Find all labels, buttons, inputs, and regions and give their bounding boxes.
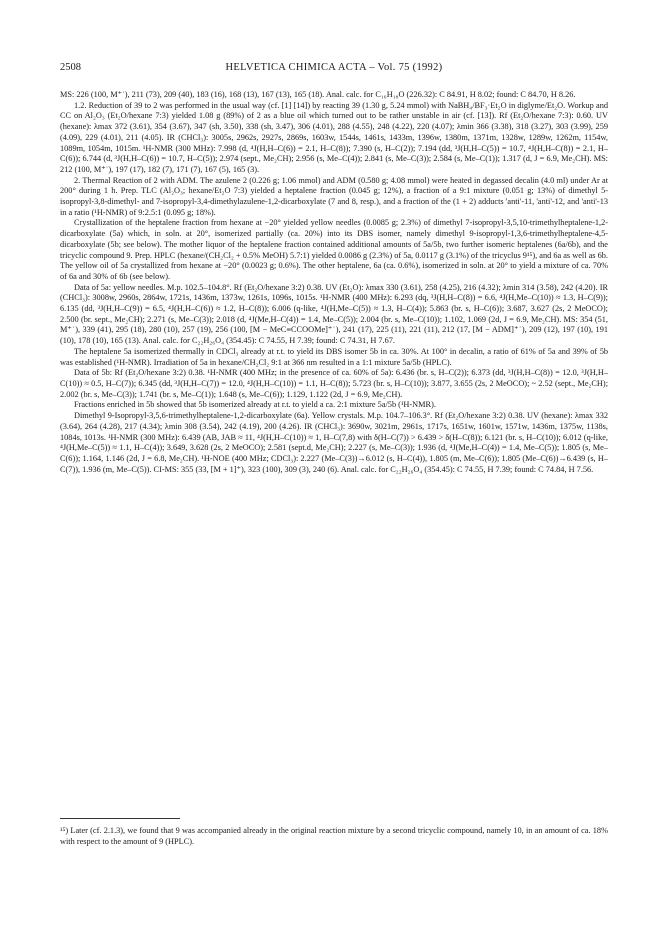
- paragraph: 1.2. Reduction of 39 to 2 was performed in the usual way (cf. [1] [14]) by reacting 39 (1.30 g, 5.24 mmol) with NaBH₄/BF₃·Et₂O in diglyme/Et₂O. Workup and CC on Al₂O₃ (Et₂O/hexane 7:3) yielded 1.08 g (89%) of 2 as a blue oil which turned out to be rather unstable in air (cf. [13]). Rf (Et₂O/hexane 7:3): 0.60. UV (hexane): λmax 372 (3.61), 354 (3.67), 347 (sh, 3.50), 338 (sh, 3.47), 306 (4.01), 288 (4.55), 248 (4.22), 220 (4.07); λmin 366 (3.38), 318 (3.27), 303 (3.99), 259 (4.09), 229 (4.01), 211 (4.05). IR (CHCl₃): 3005s, 2962s, 2927s, 2869s, 1603w, 1544s, 1461s, 1433m, 1396w, 1380m, 1371m, 1328w, 1289w, 1262m, 1154w, 1089m, 1054m, 1015m. ¹H-NMR (300 MHz): 7.998 (d, ⁴J(H,H–C(6)) = 2.1, H–C(8)); 7.390 (s, H–C(2)); 7.194 (dd, ³J(H,H–C(5)) = 10.7, ⁴J(H,H–C(8)) = 2.1, H–C(6)); 6.744 (d, ³J(H,H–C(6)) = 10.7, H–C(5)); 2.974 (sept., Me₂CH); 2.956 (s, Me–C(4)); 2.841 (s, Me–C(3)); 2.584 (s, Me–C(1)); 1.317 (d, J = 6.9, Me₂CH). MS: 212 (100, M⁺˙), 197 (17), 182 (7), 171 (7), 167 (5), 165 (3).: [60, 100, 608, 174]
- paragraph: Data of 5a: yellow needles. M.p. 102.5–104.8°. Rf (Et₂O/hexane 3:2) 0.38. UV (Et₂O): λmax 330 (3.61), 258 (4.25), 216 (4.32); λmin 314 (3.58), 242 (4.20). IR (CHCl₃): 3008w, 2960s, 2864w, 1721s, 1436m, 1373w, 1261s, 1096s, 1015s. ¹H-NMR (400 MHz): 6.293 (dq, ³J(H,H–C(8)) = 6.6, ⁴J(H,Me–C(10)) ≈ 1.3, H–C(9)); 6.135 (dd, ³J(H,H–C(9)) = 6.5, ⁴J(H,H–C(6)) ≈ 1.2, H–C(8)); 6.006 (q-like, ⁴J(H,Me–C(5)) ≈ 1.3, H–C(4)); 5.863 (br. s, H–C(6)); 3.687, 3.627 (2s, 2 MeOCO); 2.500 (br. sept., Me₂CH); 2.271 (s, Me–C(3)); 2.018 (d, ⁴J(Me,H–C(4)) = 1.4, Me–C(5)); 2.004 (br. s, Me–C(10)); 1.102, 1.069 (2d, J = 6.9, Me₂CH). MS: 354 (51, M⁺˙), 339 (41), 295 (18), 280 (10), 257 (19), 256 (100, [M − MeC≡CCOOMe]⁺˙), 241 (17), 225 (11), 221 (11), 212 (17, [M − ADM]⁺˙), 209 (12), 197 (10), 191 (10), 178 (10), 165 (13). Anal. calc. for C₂₂H₂₆O₄ (354.45): C 74.55, H 7.39; found: C 74.31, H 7.67.: [60, 282, 608, 346]
- paragraph: Data of 5b: Rf (Et₂O/hexane 3:2) 0.38. ¹H-NMR (400 MHz; in the presence of ca. 60% of 5a): 6.436 (br. s, H–C(2)); 6.373 (dd, ³J(H,H–C(8)) = 12.0, ³J(H,H–C(10)) ≈ 0.5, H–C(7)); 6.345 (dd, ³J(H,H–C(7)) = 12.0, ⁴J(H,H–C(10)) = 1.1, H–C(8)); 5.723 (br. s, H–C(10)); 3.877, 3.655 (2s, 2 MeOCO); ~ 2.52 (sept., Me₂CH); 2.002 (br. s, Me–C(3)); 1.741 (br. s, Me–C(1)); 1.648 (s, Me–C(6)); 1.129, 1.122 (2d, J = 6.9, Me₂CH).: [60, 368, 608, 399]
- paragraph: Dimethyl 9-Isopropyl-3,5,6-trimethylheptalene-1,2-dicarboxylate (6a). Yellow crystals. M.p. 104.7–106.3°. Rf (Et₂O/hexane 3:2) 0.38. UV (hexane): λmax 332 (3.64), 264 (4.28), 217 (4.34); λmin 308 (3.54), 242 (4.19), 200 (4.26). IR (CHCl₃): 3690w, 3021m, 2961s, 1717s, 1651w, 1601w, 1571w, 1436m, 1375w, 1138s, 1084s, 1013s. ¹H-NMR (300 MHz): 6.439 (AB, JAB ≈ 11, ⁴J(H,H–C(10)) ≈ 1, H–C(7,8) with δ(H–C(7)) > 6.439 > δ(H–C(8)); 6.121 (br. s, H–C(10)); 6.012 (q-like, ⁴J(H,Me–C(5)) ≈ 1.1, H–C(4)); 3.649, 3.628 (2s, 2 MeOCO); 2.581 (sept.d, Me₂CH); 2.227 (s, Me–C(3)); 1.936 (d, ⁴J(Me,H–C(4)) = 1.4, Me–C(5)); 1.805 (s, Me–C(6)); 1.164, 1.146 (2d, J = 6.8, Me₂CH). ¹H-NOE (400 MHz; CDCl₃): 2.227 (Me–C(3))→6.012 (s, H–C(4)), 1.805 (m, Me–C(6)); 1.805 (Me–C(6))→6.439 (s, H–C(7)), 1.936 (m, Me–C(5)). CI-MS: 355 (33, [M + 1]⁺), 323 (100), 309 (3), 240 (6). Anal. calc. for C₂₂H₂₆O₄ (354.45): C 74.55, H 7.39; found: C 74.84, H 7.56.: [60, 411, 608, 474]
- paragraph: The heptalene 5a isomerized thermally in CDCl₃ already at r.t. to yield its DBS isomer 5b in ca. 30%. At 100° in decalin, a ratio of 61% of 5a and 39% of 5b was established (¹H-NMR). Irradiation of 5a in hexane/CH₂Cl₂ 9:1 at 366 nm resulted in a 1:1 mixture 5a/5b (HPLC).: [60, 346, 608, 367]
- paragraph: 2. Thermal Reaction of 2 with ADM. The azulene 2 (0.226 g; 1.06 mmol) and ADM (0.580 g; 4.08 mmol) were heated in degassed decalin (4.0 ml) under Ar at 200° during 1 h. Prep. TLC (Al₂O₃; hexane/Et₂O 7:3) yielded a heptalene fraction (0.045 g; 12%), a fraction of a 9:1 mixture (0.051 g; 13%) of dimethyl 5-isopropyl-3,8-dimethyl- and 7-isopropyl-3,4-dimethylazulene-1,2-dicarboxylate (7 and 8, resp.), and a fraction of the (1 + 2) adducts 'anti'-11, 'anti'-12, and 'anti'-13 in a ratio (¹H-NMR) of 9:2.5:1 (0.095 g; 18%).: [60, 175, 608, 217]
- paragraph: Crystallization of the heptalene fraction from hexane at −20° yielded yellow needles (0.0085 g; 2.3%) of dimethyl 7-isopropyl-3,5,10-trimethylheptalene-1,2-dicarboxylate (5a) which, in soln. at 20°, isomerized partially (ca. 20%) into its DBS isomer, namely dimethyl 9-isopropyl-1,3,6-trimethylheptalene-4,5-dicarboxylate (5b; see below). The mother liquor of the heptalene fraction contained additional amounts of 5a/5b, two further isomeric heptalenes (6a/6b), and the tricyclic compound 9. Prep. HPLC (hexane/(CH₂Cl₂ + 0.5% MeOH) 5.7:1) yielded 0.0086 g (2.3%) of 5a, 0.0117 g (3.1%) of the tricyclus 9¹⁵), and 6a as well as 6b. The yellow oil of 5a crystallized from hexane at −20° (0.0023 g; 0.6%). The other heptalene, 6a (ca. 0.6%), isomerized in soln. at 20° to yield a mixture of ca. 70% of 6a and 30% of 6b (see below).: [60, 218, 608, 281]
- footnote: ¹⁵) Later (cf. 2.1.3), we found that 9 was accompanied already in the original reaction mixture by a second tricyclic compound, namely 10, in an amount of ca. 18% with respect to the amount of 9 (HPLC).: [60, 826, 608, 846]
- journal-title: HELVETICA CHIMICA ACTA – Vol. 75 (1992): [225, 62, 443, 73]
- paragraph: MS: 226 (100, M⁺˙), 211 (73), 209 (40), 183 (16), 168 (13), 167 (13), 165 (18). Anal. calc. for C₁₆H₁₈O (226.32): C 84.91, H 8.02; found: C 84.70, H 8.26.: [60, 90, 576, 99]
- page-number: 2508: [60, 62, 81, 73]
- footnote-rule: [60, 818, 180, 819]
- running-head: [60, 62, 608, 78]
- page: [60, 62, 608, 475]
- paragraph: Fractions enriched in 5b showed that 5b isomerized already at r.t. to yield a ca. 2:1 mixture 5a/5b (¹H-NMR).: [74, 400, 436, 410]
- body-text: [60, 90, 608, 475]
